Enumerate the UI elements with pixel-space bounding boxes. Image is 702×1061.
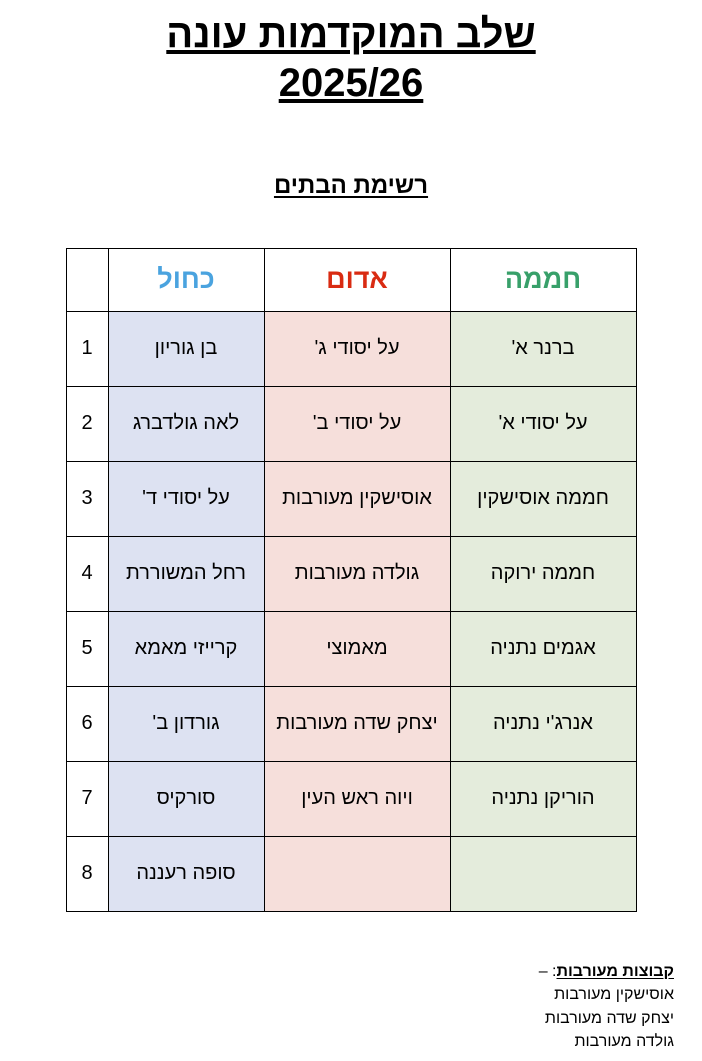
cell-green: על יסודי א' — [450, 386, 636, 461]
table-row — [66, 611, 636, 686]
cell-number: 4 — [66, 536, 108, 611]
cell-red — [264, 836, 450, 911]
cell-red: ויוה ראש העין — [264, 761, 450, 836]
table-row — [66, 536, 636, 611]
cell-blue: סורקיס — [108, 761, 264, 836]
table-body — [66, 311, 636, 911]
cell-green: הוריקן נתניה — [450, 761, 636, 836]
cell-number: 7 — [66, 761, 108, 836]
column-header-red: אדום — [264, 248, 450, 311]
cell-red: יצחק שדה מעורבות — [264, 686, 450, 761]
cell-number: 6 — [66, 686, 108, 761]
cell-green: אנרג'י נתניה — [450, 686, 636, 761]
cell-red: על יסודי ג' — [264, 311, 450, 386]
cell-blue: לאה גולדברג — [108, 386, 264, 461]
cell-green: ברנר א' — [450, 311, 636, 386]
table-row — [66, 461, 636, 536]
footnote-heading-line — [28, 960, 674, 983]
cell-red: אוסישקין מעורבות — [264, 461, 450, 536]
cell-blue: קרייזי מאמא — [108, 611, 264, 686]
cell-number: 8 — [66, 836, 108, 911]
column-header-green: חממה — [450, 248, 636, 311]
footnote-item: גולדה מעורבות — [574, 1032, 674, 1050]
table-header-row — [66, 248, 636, 311]
document-page — [0, 10, 702, 1061]
cell-blue: על יסודי ד' — [108, 461, 264, 536]
cell-green — [450, 836, 636, 911]
footnote — [28, 960, 674, 1053]
table-row — [66, 386, 636, 461]
cell-number: 3 — [66, 461, 108, 536]
table-row — [66, 836, 636, 911]
cell-blue: רחל המשוררת — [108, 536, 264, 611]
page-title-line-1: שלב המוקדמות עונה — [166, 12, 536, 56]
cell-blue: סופה רעננה — [108, 836, 264, 911]
cell-red: מאמוצי — [264, 611, 450, 686]
column-header-blue: כחול — [108, 248, 264, 311]
cell-green: אגמים נתניה — [450, 611, 636, 686]
cell-number: 5 — [66, 611, 108, 686]
footnote-dash: : – — [538, 963, 557, 981]
page-title-line-2: 2025/26 — [278, 60, 424, 105]
footnote-title: קבוצות מעורבות — [556, 963, 674, 981]
page-subtitle: רשימת הבתים — [273, 171, 429, 199]
page-title — [28, 10, 674, 108]
table-row — [66, 311, 636, 386]
cell-red: גולדה מעורבות — [264, 536, 450, 611]
footnote-item: יצחק שדה מעורבות — [544, 1009, 674, 1027]
cell-red: על יסודי ב' — [264, 386, 450, 461]
houses-table — [66, 248, 637, 912]
houses-table-wrapper — [28, 248, 674, 912]
cell-green: חממה אוסישקין — [450, 461, 636, 536]
cell-green: חממה ירוקה — [450, 536, 636, 611]
table-header — [66, 248, 636, 311]
cell-blue: גורדון ב' — [108, 686, 264, 761]
table-row — [66, 761, 636, 836]
table-row — [66, 686, 636, 761]
cell-blue: בן גוריון — [108, 311, 264, 386]
footnote-item: אוסישקין מעורבות — [554, 986, 674, 1004]
cell-number: 2 — [66, 386, 108, 461]
column-header-number — [66, 248, 108, 311]
cell-number: 1 — [66, 311, 108, 386]
